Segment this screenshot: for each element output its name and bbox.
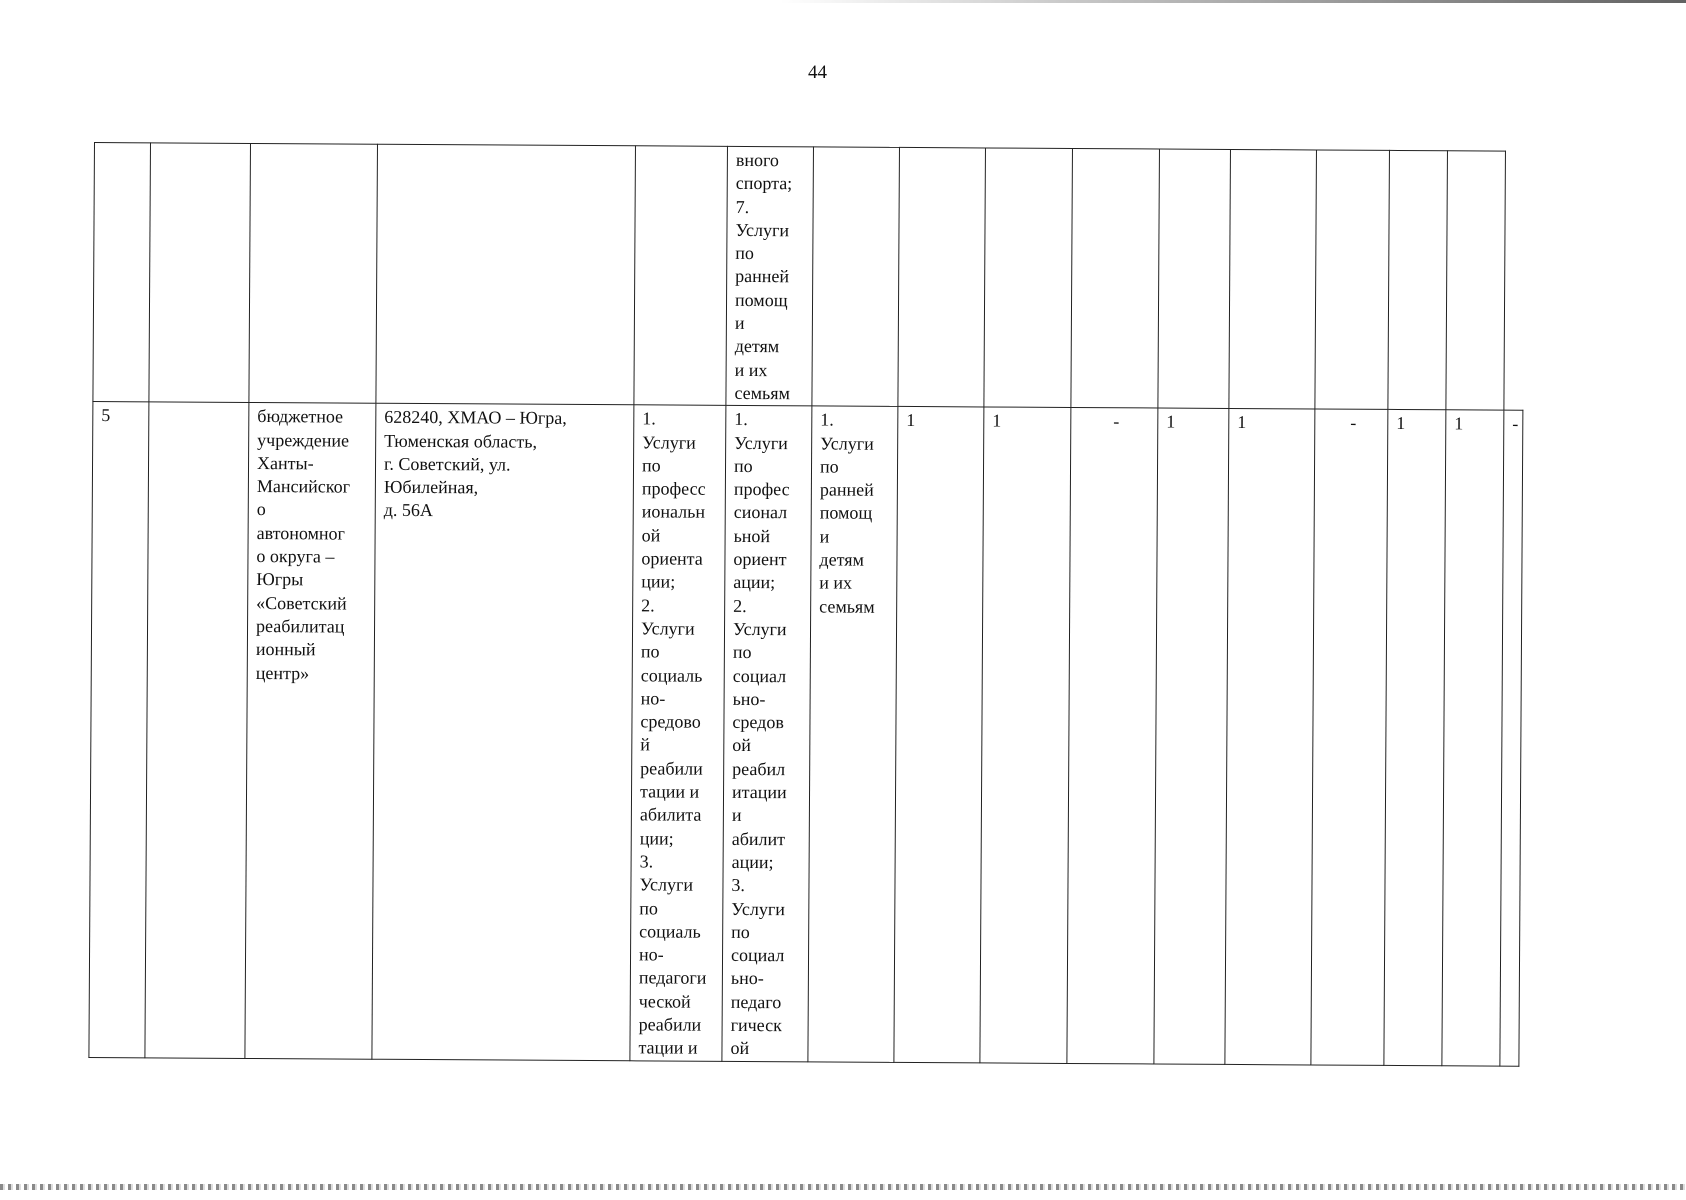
table-cell bbox=[376, 144, 636, 405]
value-cell: 1 bbox=[894, 407, 984, 1063]
table-cell bbox=[812, 147, 900, 407]
table-cell bbox=[149, 143, 251, 403]
value-cell: 1 bbox=[980, 407, 1071, 1063]
table-cell bbox=[1229, 149, 1317, 409]
services-cell-a: 1. Услуги по професс иональн ой ориента ции; 2. Услуги по социаль но- средово й реабили тации и абилита ции; 3. Услуги по социаль но- педагоги ческой реабили тации и bbox=[630, 405, 726, 1061]
institution-name-cell: бюджетное учреждение Ханты- Мансийског о автономног о округа – Югры «Советский реабилитац ионный центр» bbox=[245, 403, 376, 1059]
address-cell: 628240, ХМАО – Югра, Тюменская область, г. Советский, ул. Юбилейная, д. 56А bbox=[372, 403, 634, 1060]
scan-edge-bottom bbox=[0, 1184, 1686, 1190]
table-cell bbox=[898, 147, 986, 407]
value-cell: - bbox=[1067, 408, 1158, 1064]
page-number: 44 bbox=[808, 62, 827, 83]
table-row bbox=[89, 402, 1523, 1066]
value-cell: - bbox=[1500, 410, 1523, 1065]
value-cell: 1 bbox=[1154, 408, 1229, 1064]
table-cell bbox=[1158, 149, 1231, 409]
table-cell bbox=[1315, 150, 1390, 410]
table-cell bbox=[1071, 148, 1160, 408]
services-cell-b: 1. Услуги по профес сионал ьной ориент ации; 2. Услуги по социал ьно- средов ой реабил итации и абилит ации; 3. Услуги по социал ьно- педаго гическ ой bbox=[722, 406, 812, 1062]
value-cell: 1 bbox=[1442, 410, 1504, 1066]
table-cell bbox=[145, 402, 249, 1058]
table-cell bbox=[1446, 151, 1506, 411]
services-table bbox=[88, 142, 1525, 1066]
table-cell bbox=[93, 143, 151, 403]
services-tail-cell: вного спорта; 7. Услуги по ранней помощ и детям и их семьям bbox=[726, 146, 814, 406]
value-cell: 1 bbox=[1384, 410, 1446, 1066]
value-cell: - bbox=[1311, 409, 1388, 1065]
table-cell bbox=[249, 143, 378, 403]
table-row-continued bbox=[93, 143, 1525, 411]
table-cell bbox=[984, 148, 1073, 408]
table-cell bbox=[634, 146, 728, 406]
scan-edge-top bbox=[780, 0, 1686, 3]
value-cell: 1 bbox=[1225, 409, 1315, 1065]
row-index-cell: 5 bbox=[89, 402, 149, 1058]
table-cell bbox=[1388, 150, 1448, 410]
services-cell-c: 1. Услуги по ранней помощ и детям и их семьям bbox=[808, 406, 898, 1062]
